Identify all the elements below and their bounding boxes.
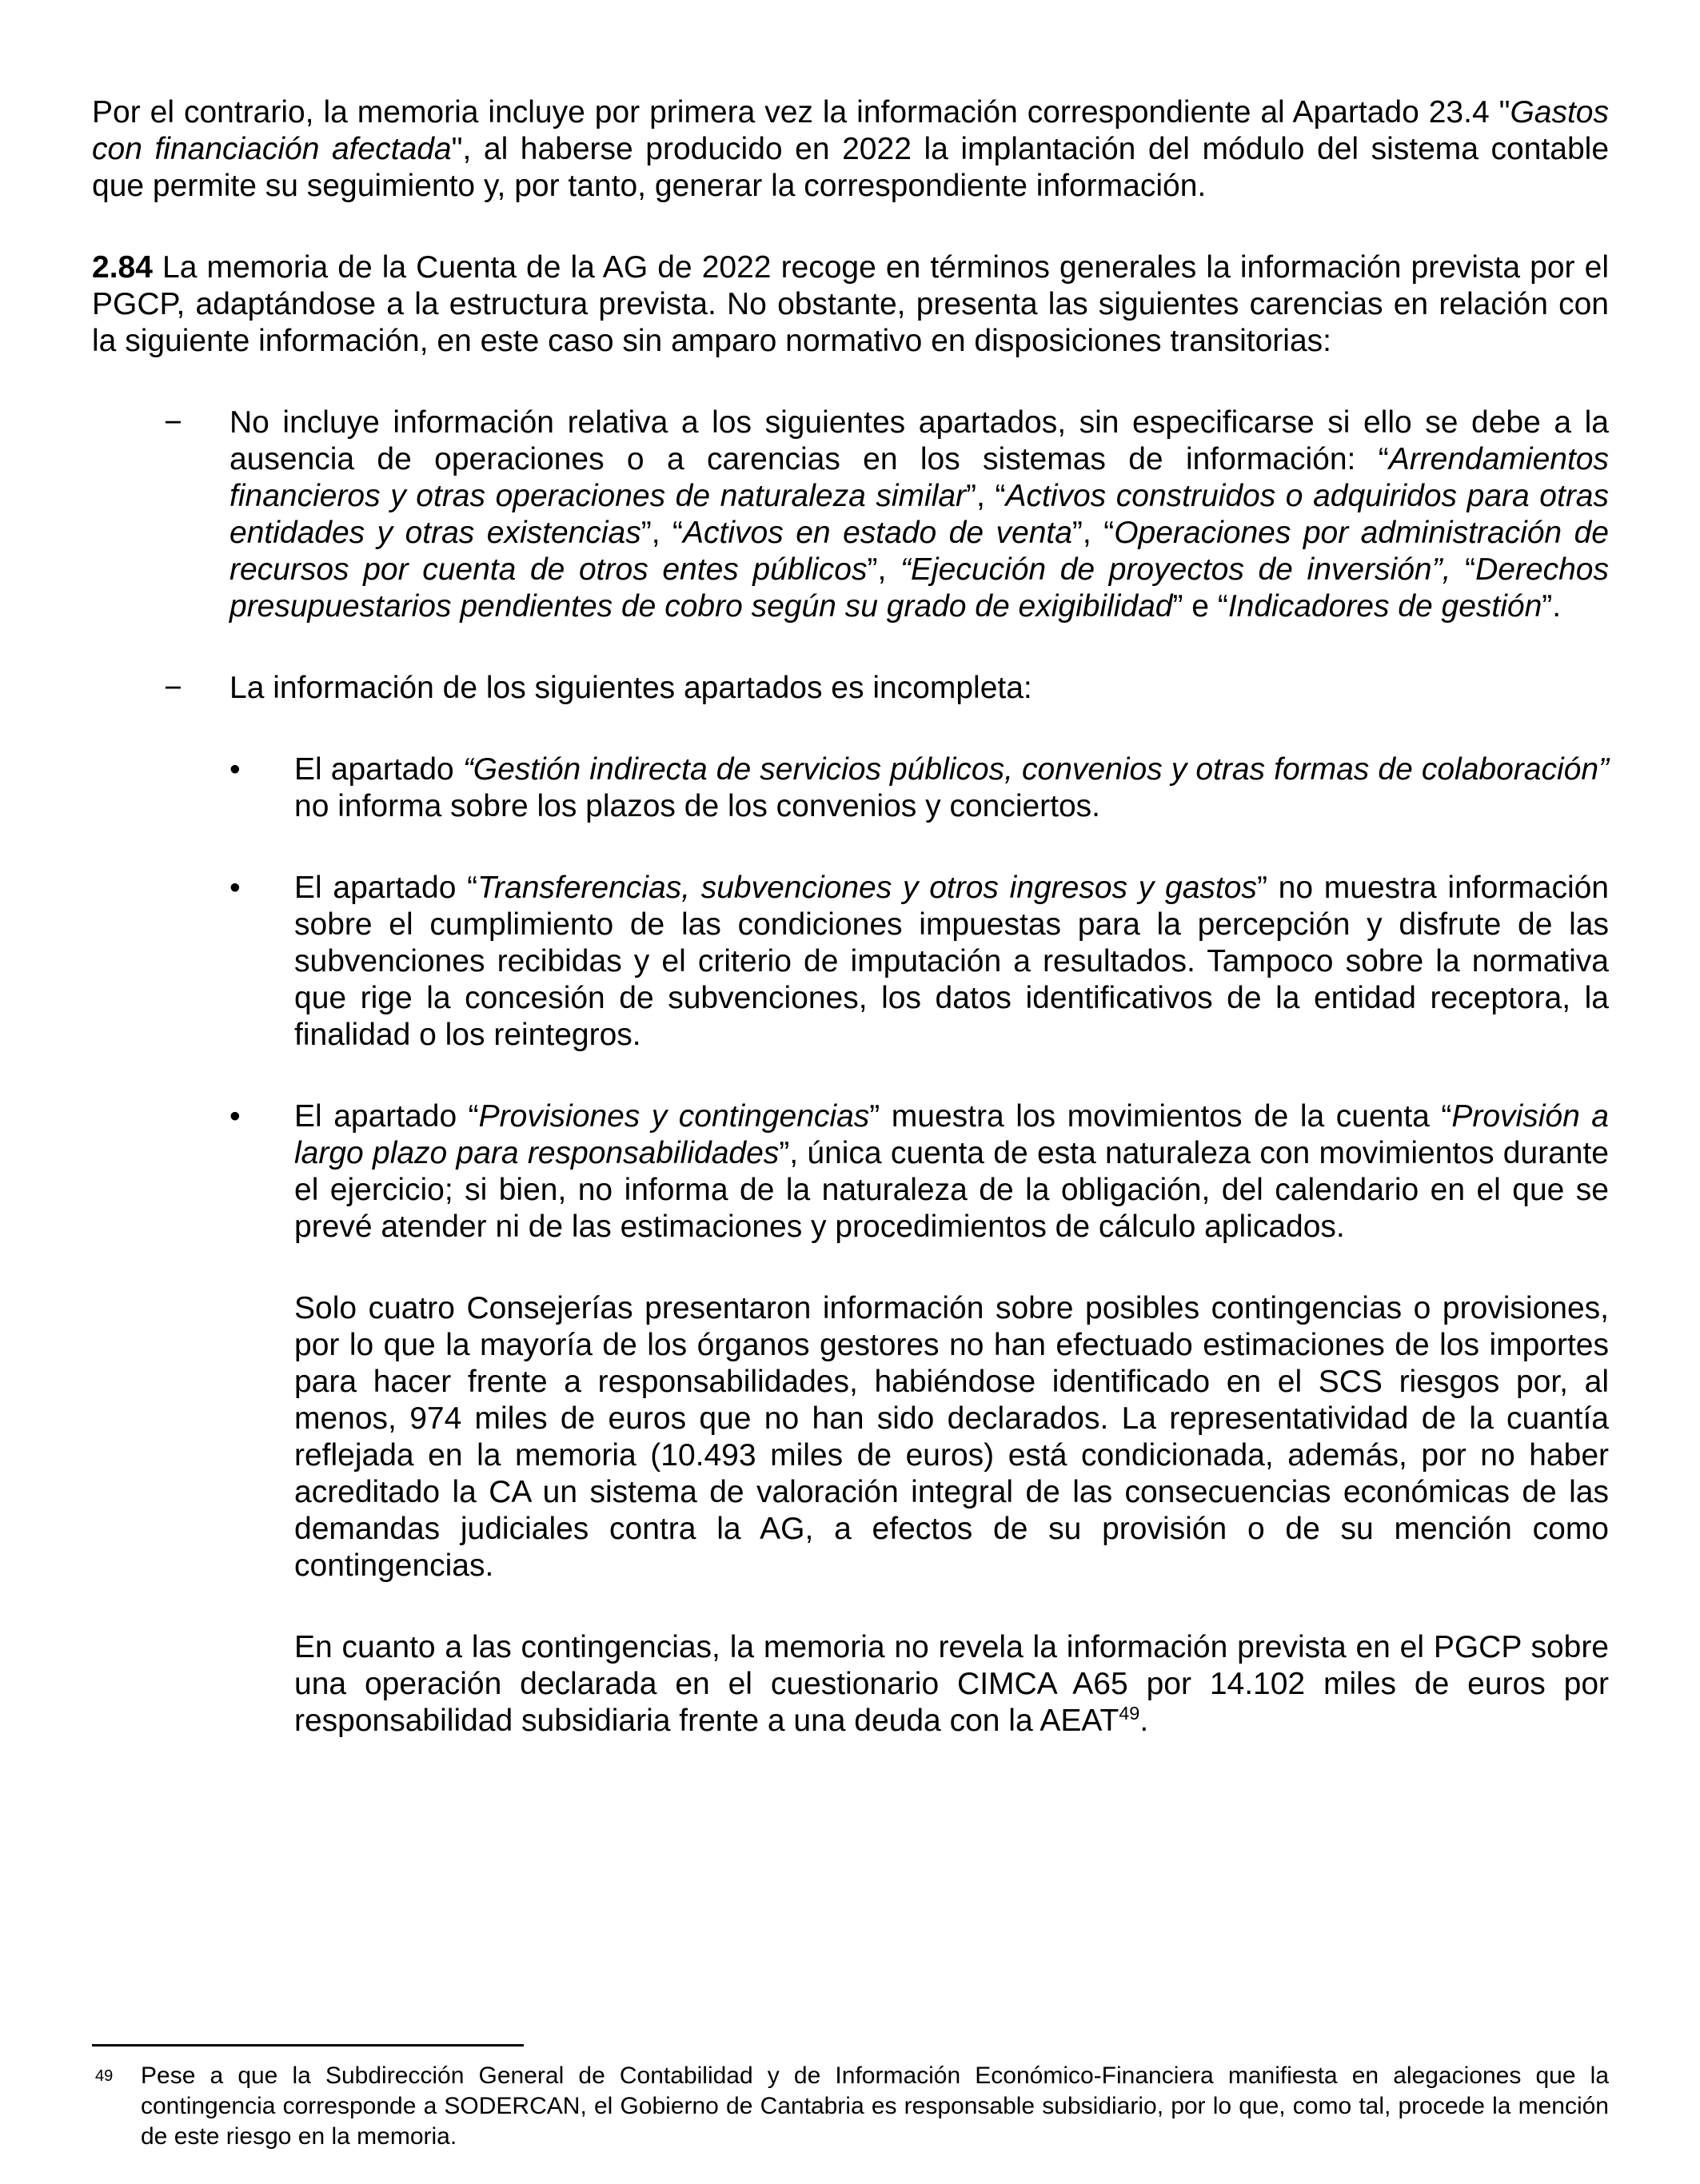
round-bullet-marker: • [229, 1099, 241, 1134]
dash-bullet-marker: − [164, 671, 182, 705]
footnote-text: Pese a que la Subdirección General de Contabilidad y de Información Económico-Financiera manifiesta en alegaciones que la contingencia corresponde a SODERCAN, el Gobierno de Cantabria es responsable subsidiario, por lo que, como tal, procede la mención de este riesgo en la memoria. [141, 2062, 1609, 2150]
footnote-area [92, 2044, 1609, 2152]
bullet-item-text: El apartado “Provisiones y contingencias” muestra los movimientos de la cuenta “Provisión a largo plazo para responsabilidades”, única cuenta de esta naturaleza con movimientos durante el ejercicio; si bien, no informa de la naturaleza de la obligación, del calendario en el que se prevé atender ni de las estimaciones y procedimientos de cálculo aplicados. [294, 1099, 1609, 1244]
footnote-number-marker: 49 [95, 2067, 114, 2085]
dash-item-text: No incluye información relativa a los siguientes apartados, sin especificarse si ello se debe a la ausencia de operaciones o a carencias en los sistemas de información: “Arrendamientos financieros y otras operaciones de naturaleza similar”, “Activos construidos o adquiridos para otras entidades y otras existencias”, “Activos en estado de venta”, “Operaciones por administración de recursos por cuenta de otros entes públicos”, “Ejecución de proyectos de inversión”, “Derechos presupuestarios pendientes de cobro según su grado de exigibilidad” e “Indicadores de gestión”. [229, 405, 1609, 624]
bullet-item-text: El apartado “Transferencias, subvenciones y otros ingresos y gastos” no muestra información sobre el cumplimiento de las condiciones impuestas para la percepción y disfrute de las subvenciones recibidas y el criterio de imputación a resultados. Tampoco sobre la normativa que rige la concesión de subvenciones, los datos identificativos de la entidad receptora, la finalidad o los reintegros. [294, 871, 1609, 1052]
dash-list-item-incomplete-sections [92, 670, 1609, 707]
dash-item-text: La información de los siguientes apartados es incompleta: [229, 671, 1032, 705]
continuation-paragraph-contingencias: En cuanto a las contingencias, la memoria no revela la información prevista en el PGCP sobre una operación declarada en el cuestionario CIMCA A65 por 14.102 miles de euros por responsabilidad subsidiaria frente a una deuda con la AEAT$^{49}$. [294, 1630, 1609, 1738]
paragraph-2-84: 2.84 La memoria de la Cuenta de la AG de 2022 recoge en términos generales la información prevista por el PGCP, adaptándose a la estructura prevista. No obstante, presenta las siguientes carencias en relación con la siguiente información, en este caso sin amparo normativo en disposiciones transitorias: [92, 250, 1609, 358]
bullet-item-gestion-indirecta [92, 751, 1609, 825]
dash-bullet-marker: − [164, 405, 182, 440]
continuation-paragraph-consejerias: Solo cuatro Consejerías presentaron información sobre posibles contingencias o provisiones, por lo que la mayoría de los órganos gestores no han efectuado estimaciones de los importes para hacer frente a responsabilidades, habiéndose identificado en el SCS riesgos por, al menos, 974 miles de euros que no han sido declarados. La representatividad de la cuantía reflejada en la memoria (10.493 miles de euros) está condicionada, además, por no haber acreditado la CA un sistema de valoración integral de las consecuencias económicas de las demandas judiciales contra la AG, a efectos de su provisión o de su mención como contingencias. [294, 1291, 1609, 1583]
dash-list-item-missing-sections [92, 405, 1609, 625]
paragraph-intro: Por el contrario, la memoria incluye por primera vez la información correspondiente al Apartado 23.4 "Gastos con financiación afectada", al haberse producido en 2022 la implantación del módulo del sistema contable que permite su seguimiento y, por tanto, generar la correspondiente información. [92, 95, 1610, 203]
bullet-item-provisiones [92, 1098, 1609, 1245]
round-bullet-marker: • [229, 752, 241, 787]
footnote-49 [92, 2061, 1609, 2152]
round-bullet-marker: • [229, 871, 241, 905]
bullet-item-transferencias [92, 870, 1609, 1054]
bullet-item-text: El apartado “Gestión indirecta de servicios públicos, convenios y otras formas de colaboración” no informa sobre los plazos de los convenios y conciertos. [294, 752, 1609, 823]
footnote-separator-rule [92, 2044, 524, 2047]
